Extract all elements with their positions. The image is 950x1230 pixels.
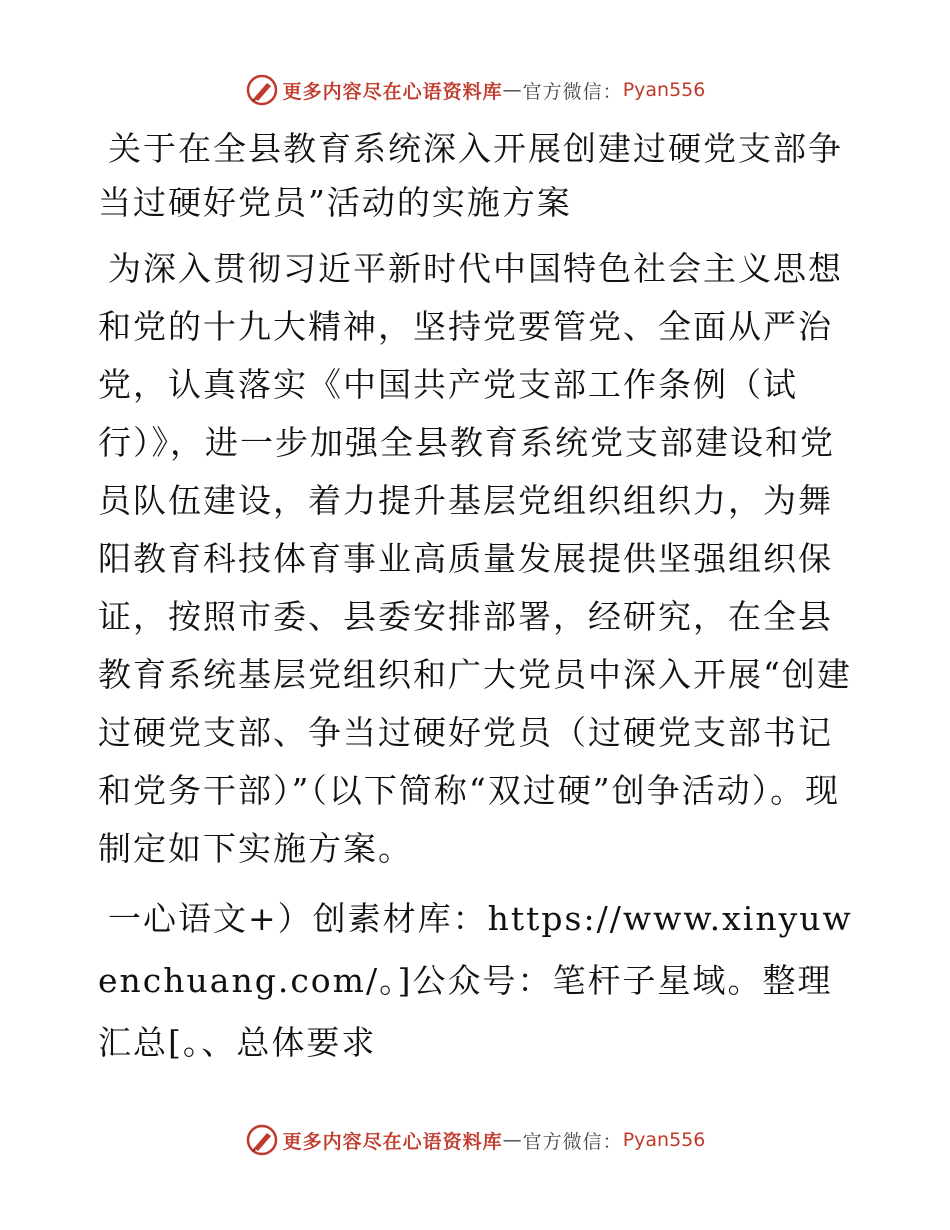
- watermark-wechat-id: Pyan556: [622, 1129, 706, 1151]
- pen-logo-icon: [245, 1123, 279, 1157]
- watermark-main-text: 更多内容尽在心语资料库: [282, 1130, 503, 1153]
- footer-watermark: [0, 1120, 950, 1160]
- watermark-separator: —: [502, 1129, 523, 1151]
- watermark-wechat-label: 官方微信：: [522, 80, 623, 103]
- pen-logo-icon: [245, 73, 279, 107]
- intro-paragraph: 为深入贯彻习近平新时代中国特色社会主义思想和党的十九大精神，坚持党要管党、全面从严治党，认真落实《中国共产党支部工作条例（试行）》，进一步加强全县教育系统党支部建设和党员队伍建设，着力提升基层党组织组织力，为舞阳教育科技体育事业高质量发展提供坚强组织保证，按照市委、县委安排部署，经研究，在全县教育系统基层党组织和广大党员中深入开展“创建过硬党支部、争当过硬好党员（过硬党支部书记和党务干部）”（以下简称“双过硬”创争活动）。现制定如下实施方案。: [98, 249, 852, 868]
- document-body: [98, 122, 858, 1084]
- watermark-wechat-label: 官方微信：: [522, 1130, 623, 1153]
- source-note-paragraph: 一心语文+）创素材库：https://www.xinyuwenchuang.com/。]公众号：笔杆子星域。整理汇总[。、总体要求: [98, 899, 853, 1062]
- watermark-wechat-id: Pyan556: [622, 79, 706, 101]
- watermark-separator: —: [502, 79, 523, 101]
- header-watermark: [0, 70, 950, 110]
- watermark-main-text: 更多内容尽在心语资料库: [282, 80, 503, 103]
- document-title: 关于在全县教育系统深入开展创建过硬党支部争当过硬好党员”活动的实施方案: [98, 129, 843, 222]
